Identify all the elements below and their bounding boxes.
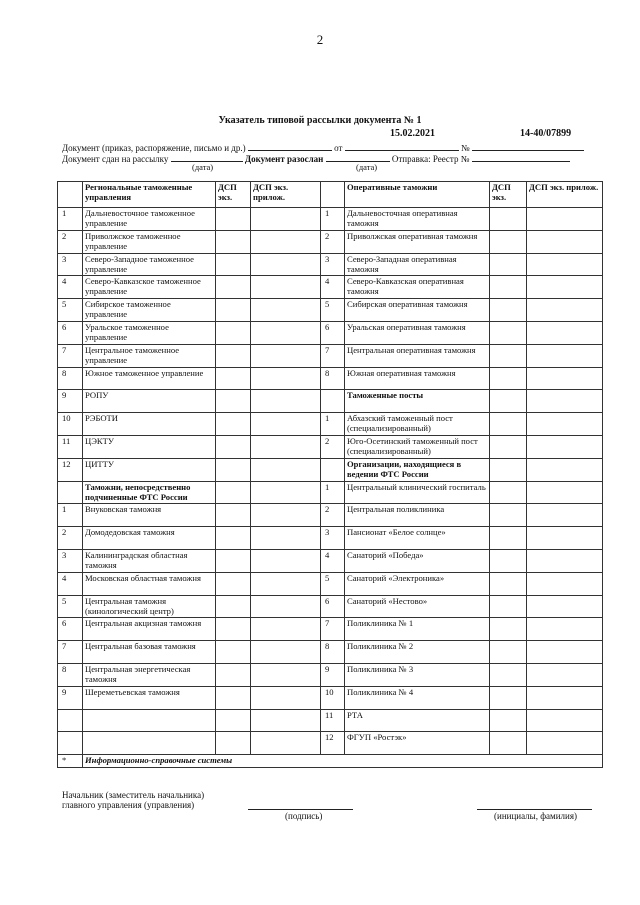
- form-sent-label: Документ разослан: [244, 154, 324, 164]
- date-caption-2: (дата): [356, 162, 378, 172]
- left-dsp-attach-cell[interactable]: [251, 299, 321, 322]
- left-dsp-copies-cell[interactable]: [216, 413, 251, 436]
- left-dsp-copies-cell[interactable]: [216, 230, 251, 253]
- signatory-role-line2: главного управления (управления): [62, 800, 195, 810]
- left-dsp-copies-cell[interactable]: [216, 299, 251, 322]
- left-item-name: РОПУ: [83, 390, 216, 413]
- table-row: [58, 230, 603, 253]
- left-item-name: Южное таможенное управление: [83, 367, 216, 390]
- left-item-number: 8: [58, 367, 83, 390]
- left-dsp-copies-cell[interactable]: [216, 208, 251, 231]
- right-item-number: 1: [321, 208, 345, 231]
- left-item-name: ЦИТТУ: [83, 458, 216, 481]
- left-item-number: 7: [58, 344, 83, 367]
- left-dsp-copies-cell[interactable]: [216, 709, 251, 732]
- left-item-number: 9: [58, 390, 83, 413]
- registry-number-field[interactable]: [472, 152, 570, 162]
- right-dsp-copies-cell[interactable]: [490, 504, 527, 527]
- table-row: [58, 618, 603, 641]
- table-row: [58, 732, 603, 755]
- left-dsp-attach-cell[interactable]: [251, 549, 321, 572]
- table-row: [58, 253, 603, 276]
- right-item-name: Таможенные посты: [345, 390, 490, 413]
- left-item-number: 2: [58, 230, 83, 253]
- right-item-number: 9: [321, 663, 345, 686]
- header-num-left: [58, 182, 83, 208]
- right-item-name: Сибирская оперативная таможня: [345, 299, 490, 322]
- table-row: [58, 663, 603, 686]
- right-item-name: Пансионат «Белое солнце»: [345, 527, 490, 550]
- right-item-name: Санаторий «Электроника»: [345, 572, 490, 595]
- right-item-name: Северо-Кавказская оперативная таможня: [345, 276, 490, 299]
- left-item-number: 6: [58, 618, 83, 641]
- left-dsp-copies-cell[interactable]: [216, 390, 251, 413]
- left-item-number: 6: [58, 321, 83, 344]
- left-item-name: Уральское таможенное управление: [83, 321, 216, 344]
- table-row: [58, 208, 603, 231]
- left-item-name: Московская областная таможня: [83, 572, 216, 595]
- footer-mark: *: [58, 755, 83, 768]
- table-row: [58, 504, 603, 527]
- right-item-number: 10: [321, 686, 345, 709]
- left-dsp-attach-cell[interactable]: [251, 367, 321, 390]
- table-row: [58, 572, 603, 595]
- left-dsp-attach-cell[interactable]: [251, 208, 321, 231]
- right-item-number: 1: [321, 481, 345, 504]
- left-dsp-copies-cell[interactable]: [216, 276, 251, 299]
- right-dsp-attach-cell[interactable]: [527, 732, 603, 755]
- right-dsp-attach-cell[interactable]: [527, 230, 603, 253]
- left-dsp-copies-cell[interactable]: [216, 595, 251, 618]
- date-caption-1: (дата): [192, 162, 214, 172]
- right-dsp-copies-cell[interactable]: [490, 208, 527, 231]
- left-dsp-copies-cell[interactable]: [216, 527, 251, 550]
- right-dsp-copies-cell[interactable]: [490, 481, 527, 504]
- table-footer-row: [58, 755, 603, 768]
- right-dsp-attach-cell[interactable]: [527, 618, 603, 641]
- header-dsp-attach-right: ДСП экз. прилож.: [527, 182, 603, 208]
- header-regional: Региональные таможенные управления: [83, 182, 216, 208]
- right-dsp-copies-cell[interactable]: [490, 276, 527, 299]
- right-item-number: 5: [321, 299, 345, 322]
- left-item-number: 3: [58, 549, 83, 572]
- right-item-name: Центральная оперативная таможня: [345, 344, 490, 367]
- right-item-number: 7: [321, 344, 345, 367]
- right-item-name: Приволжская оперативная таможня: [345, 230, 490, 253]
- signature-caption: (подпись): [285, 811, 323, 821]
- left-dsp-attach-cell[interactable]: [251, 686, 321, 709]
- table-row: [58, 299, 603, 322]
- right-dsp-copies-cell[interactable]: [490, 641, 527, 664]
- right-dsp-copies-cell[interactable]: [490, 230, 527, 253]
- right-item-number: 1: [321, 413, 345, 436]
- left-item-name: ЦЭКТУ: [83, 435, 216, 458]
- left-item-number: 12: [58, 458, 83, 481]
- table-row: [58, 641, 603, 664]
- form-submitted-label: Документ сдан на рассылку: [62, 154, 169, 164]
- left-dsp-attach-cell[interactable]: [251, 663, 321, 686]
- table-header-row: [58, 182, 603, 208]
- right-dsp-copies-cell[interactable]: [490, 390, 527, 413]
- signature-line[interactable]: [248, 809, 353, 810]
- right-item-name: Юго-Осетинский таможенный пост (специализированный): [345, 435, 490, 458]
- left-item-name: [83, 732, 216, 755]
- left-dsp-attach-cell[interactable]: [251, 504, 321, 527]
- left-dsp-copies-cell[interactable]: [216, 504, 251, 527]
- table-row: [58, 413, 603, 436]
- right-dsp-attach-cell[interactable]: [527, 299, 603, 322]
- table-row: [58, 367, 603, 390]
- right-item-number: 6: [321, 321, 345, 344]
- form-doc-label: Документ (приказ, распоряжение, письмо и др.): [62, 143, 246, 153]
- right-dsp-copies-cell[interactable]: [490, 344, 527, 367]
- right-dsp-attach-cell[interactable]: [527, 709, 603, 732]
- left-item-number: 10: [58, 413, 83, 436]
- left-dsp-attach-cell[interactable]: [251, 413, 321, 436]
- left-item-number: 8: [58, 663, 83, 686]
- right-item-name: Южная оперативная таможня: [345, 367, 490, 390]
- left-dsp-attach-cell[interactable]: [251, 253, 321, 276]
- left-item-number: 5: [58, 299, 83, 322]
- right-item-number: 8: [321, 367, 345, 390]
- table-row: [58, 435, 603, 458]
- left-item-number: 9: [58, 686, 83, 709]
- left-item-number: 4: [58, 572, 83, 595]
- left-dsp-copies-cell[interactable]: [216, 549, 251, 572]
- right-item-name: РТА: [345, 709, 490, 732]
- right-dsp-attach-cell[interactable]: [527, 253, 603, 276]
- table-row: [58, 390, 603, 413]
- left-dsp-copies-cell[interactable]: [216, 253, 251, 276]
- left-item-name: Дальневосточное таможенное управление: [83, 208, 216, 231]
- left-item-number: 11: [58, 435, 83, 458]
- table-row: [58, 458, 603, 481]
- table-row: [58, 595, 603, 618]
- right-dsp-copies-cell[interactable]: [490, 572, 527, 595]
- distribution-table: [57, 181, 603, 768]
- right-item-number: 6: [321, 595, 345, 618]
- right-item-name: ФГУП «Ростэк»: [345, 732, 490, 755]
- right-dsp-copies-cell[interactable]: [490, 435, 527, 458]
- left-dsp-attach-cell[interactable]: [251, 435, 321, 458]
- table-row: [58, 276, 603, 299]
- right-dsp-attach-cell[interactable]: [527, 344, 603, 367]
- left-dsp-copies-cell[interactable]: [216, 481, 251, 504]
- header-num-right: [321, 182, 345, 208]
- right-dsp-attach-cell[interactable]: [527, 504, 603, 527]
- signatory-role-line1: Начальник (заместитель начальника): [62, 790, 205, 800]
- left-dsp-attach-cell[interactable]: [251, 527, 321, 550]
- right-dsp-attach-cell[interactable]: [527, 458, 603, 481]
- header-dsp-copies-left: ДСП экз.: [216, 182, 251, 208]
- left-item-name: Шереметьевская таможня: [83, 686, 216, 709]
- right-dsp-copies-cell[interactable]: [490, 367, 527, 390]
- right-item-name: Уральская оперативная таможня: [345, 321, 490, 344]
- right-item-name: Центральный клинический госпиталь: [345, 481, 490, 504]
- left-dsp-attach-cell[interactable]: [251, 458, 321, 481]
- right-dsp-attach-cell[interactable]: [527, 367, 603, 390]
- left-dsp-copies-cell[interactable]: [216, 344, 251, 367]
- left-item-number: 3: [58, 253, 83, 276]
- left-dsp-attach-cell[interactable]: [251, 321, 321, 344]
- left-item-name: РЭБОТИ: [83, 413, 216, 436]
- right-item-number: 11: [321, 709, 345, 732]
- table-row: [58, 709, 603, 732]
- right-item-name: Поликлиника № 1: [345, 618, 490, 641]
- table-row: [58, 527, 603, 550]
- table-row: [58, 321, 603, 344]
- right-dsp-attach-cell[interactable]: [527, 527, 603, 550]
- left-item-number: 2: [58, 527, 83, 550]
- right-dsp-copies-cell[interactable]: [490, 549, 527, 572]
- name-caption: (инициалы, фамилия): [494, 811, 577, 821]
- right-dsp-copies-cell[interactable]: [490, 458, 527, 481]
- right-item-name: Абхазский таможенный пост (специализированный): [345, 413, 490, 436]
- right-dsp-attach-cell[interactable]: [527, 276, 603, 299]
- doc-date-field[interactable]: [345, 141, 459, 151]
- left-dsp-copies-cell[interactable]: [216, 367, 251, 390]
- page-number: 2: [316, 32, 324, 47]
- document-date: 15.02.2021: [390, 128, 435, 139]
- left-dsp-copies-cell[interactable]: [216, 686, 251, 709]
- left-item-name: Северо-Западное таможенное управление: [83, 253, 216, 276]
- right-item-name: Организации, находящиеся в ведении ФТС России: [345, 458, 490, 481]
- document-title: Указатель типовой рассылки документа № 1: [218, 115, 422, 126]
- form-no-label: №: [460, 143, 470, 153]
- right-dsp-copies-cell[interactable]: [490, 618, 527, 641]
- right-dsp-attach-cell[interactable]: [527, 595, 603, 618]
- left-dsp-copies-cell[interactable]: [216, 321, 251, 344]
- left-dsp-copies-cell[interactable]: [216, 435, 251, 458]
- left-item-name: Калининградская областная таможня: [83, 549, 216, 572]
- right-dsp-attach-cell[interactable]: [527, 481, 603, 504]
- right-dsp-attach-cell[interactable]: [527, 686, 603, 709]
- table-row: [58, 549, 603, 572]
- left-dsp-copies-cell[interactable]: [216, 618, 251, 641]
- left-item-name: Сибирское таможенное управление: [83, 299, 216, 322]
- right-item-number: 2: [321, 435, 345, 458]
- right-item-number: 3: [321, 253, 345, 276]
- left-item-name: Домодедовская таможня: [83, 527, 216, 550]
- left-item-number: 5: [58, 595, 83, 618]
- right-dsp-attach-cell[interactable]: [527, 435, 603, 458]
- right-item-number: [321, 458, 345, 481]
- form-from-label: от: [334, 143, 343, 153]
- left-dsp-attach-cell[interactable]: [251, 732, 321, 755]
- right-dsp-attach-cell[interactable]: [527, 572, 603, 595]
- left-item-name: Центральная таможня (кинологический центр): [83, 595, 216, 618]
- right-item-number: 8: [321, 641, 345, 664]
- left-item-name: Центральное таможенное управление: [83, 344, 216, 367]
- header-dsp-copies-right: ДСП экз.: [490, 182, 527, 208]
- right-dsp-copies-cell[interactable]: [490, 686, 527, 709]
- right-item-name: Дальневосточная оперативная таможня: [345, 208, 490, 231]
- name-line[interactable]: [477, 809, 592, 810]
- submitted-date-field[interactable]: [171, 152, 243, 162]
- left-item-name: Внуковская таможня: [83, 504, 216, 527]
- form-shipment-label: Отправка: Реестр №: [391, 154, 470, 164]
- right-dsp-copies-cell[interactable]: [490, 299, 527, 322]
- doc-type-field[interactable]: [248, 141, 332, 151]
- left-dsp-attach-cell[interactable]: [251, 390, 321, 413]
- right-item-name: Поликлиника № 4: [345, 686, 490, 709]
- table-row: [58, 686, 603, 709]
- left-item-number: 1: [58, 208, 83, 231]
- left-dsp-copies-cell[interactable]: [216, 458, 251, 481]
- header-dsp-attach-left: ДСП экз. прилож.: [251, 182, 321, 208]
- right-dsp-attach-cell[interactable]: [527, 321, 603, 344]
- right-item-name: Поликлиника № 3: [345, 663, 490, 686]
- right-item-number: 4: [321, 276, 345, 299]
- left-item-name: Таможни, непосредственно подчиненные ФТС России: [83, 481, 216, 504]
- right-dsp-copies-cell[interactable]: [490, 709, 527, 732]
- left-dsp-attach-cell[interactable]: [251, 618, 321, 641]
- left-item-name: Приволжское таможенное управление: [83, 230, 216, 253]
- right-item-name: Центральная поликлиника: [345, 504, 490, 527]
- left-dsp-attach-cell[interactable]: [251, 276, 321, 299]
- right-dsp-copies-cell[interactable]: [490, 253, 527, 276]
- left-dsp-copies-cell[interactable]: [216, 641, 251, 664]
- left-item-name: Центральная базовая таможня: [83, 641, 216, 664]
- left-dsp-copies-cell[interactable]: [216, 732, 251, 755]
- right-dsp-attach-cell[interactable]: [527, 413, 603, 436]
- table-row: [58, 344, 603, 367]
- header-operational: Оперативные таможни: [345, 182, 490, 208]
- left-item-number: [58, 732, 83, 755]
- right-dsp-attach-cell[interactable]: [527, 641, 603, 664]
- right-item-number: 2: [321, 230, 345, 253]
- right-item-number: [321, 390, 345, 413]
- left-dsp-attach-cell[interactable]: [251, 481, 321, 504]
- right-dsp-attach-cell[interactable]: [527, 208, 603, 231]
- right-item-number: 2: [321, 504, 345, 527]
- left-dsp-attach-cell[interactable]: [251, 230, 321, 253]
- right-item-name: Поликлиника № 2: [345, 641, 490, 664]
- document-number: 14-40/07899: [520, 128, 572, 139]
- right-item-number: 12: [321, 732, 345, 755]
- left-dsp-attach-cell[interactable]: [251, 709, 321, 732]
- left-dsp-attach-cell[interactable]: [251, 572, 321, 595]
- right-item-number: 3: [321, 527, 345, 550]
- left-dsp-attach-cell[interactable]: [251, 344, 321, 367]
- left-item-name: [83, 709, 216, 732]
- left-item-name: Центральная энергетическая таможня: [83, 663, 216, 686]
- right-dsp-copies-cell[interactable]: [490, 413, 527, 436]
- left-item-number: 1: [58, 504, 83, 527]
- left-dsp-copies-cell[interactable]: [216, 663, 251, 686]
- form-line-dispatch: [62, 152, 570, 164]
- right-item-name: Северо-Западная оперативная таможня: [345, 253, 490, 276]
- table-row: [58, 481, 603, 504]
- sent-date-field[interactable]: [326, 152, 390, 162]
- left-item-number: [58, 481, 83, 504]
- right-dsp-copies-cell[interactable]: [490, 527, 527, 550]
- left-item-number: [58, 709, 83, 732]
- left-item-number: 7: [58, 641, 83, 664]
- left-dsp-attach-cell[interactable]: [251, 641, 321, 664]
- right-item-name: Санаторий «Нестово»: [345, 595, 490, 618]
- right-item-number: 7: [321, 618, 345, 641]
- left-item-name: Центральная акцизная таможня: [83, 618, 216, 641]
- footer-info-systems: Информационно-справочные системы: [83, 755, 603, 768]
- right-dsp-attach-cell[interactable]: [527, 663, 603, 686]
- right-dsp-copies-cell[interactable]: [490, 321, 527, 344]
- left-dsp-copies-cell[interactable]: [216, 572, 251, 595]
- doc-number-field[interactable]: [472, 141, 584, 151]
- left-item-number: 4: [58, 276, 83, 299]
- right-dsp-copies-cell[interactable]: [490, 732, 527, 755]
- right-dsp-attach-cell[interactable]: [527, 390, 603, 413]
- right-item-name: Санаторий «Победа»: [345, 549, 490, 572]
- right-item-number: 5: [321, 572, 345, 595]
- right-dsp-attach-cell[interactable]: [527, 549, 603, 572]
- left-dsp-attach-cell[interactable]: [251, 595, 321, 618]
- right-item-number: 4: [321, 549, 345, 572]
- right-dsp-copies-cell[interactable]: [490, 595, 527, 618]
- right-dsp-copies-cell[interactable]: [490, 663, 527, 686]
- left-item-name: Северо-Кавказское таможенное управление: [83, 276, 216, 299]
